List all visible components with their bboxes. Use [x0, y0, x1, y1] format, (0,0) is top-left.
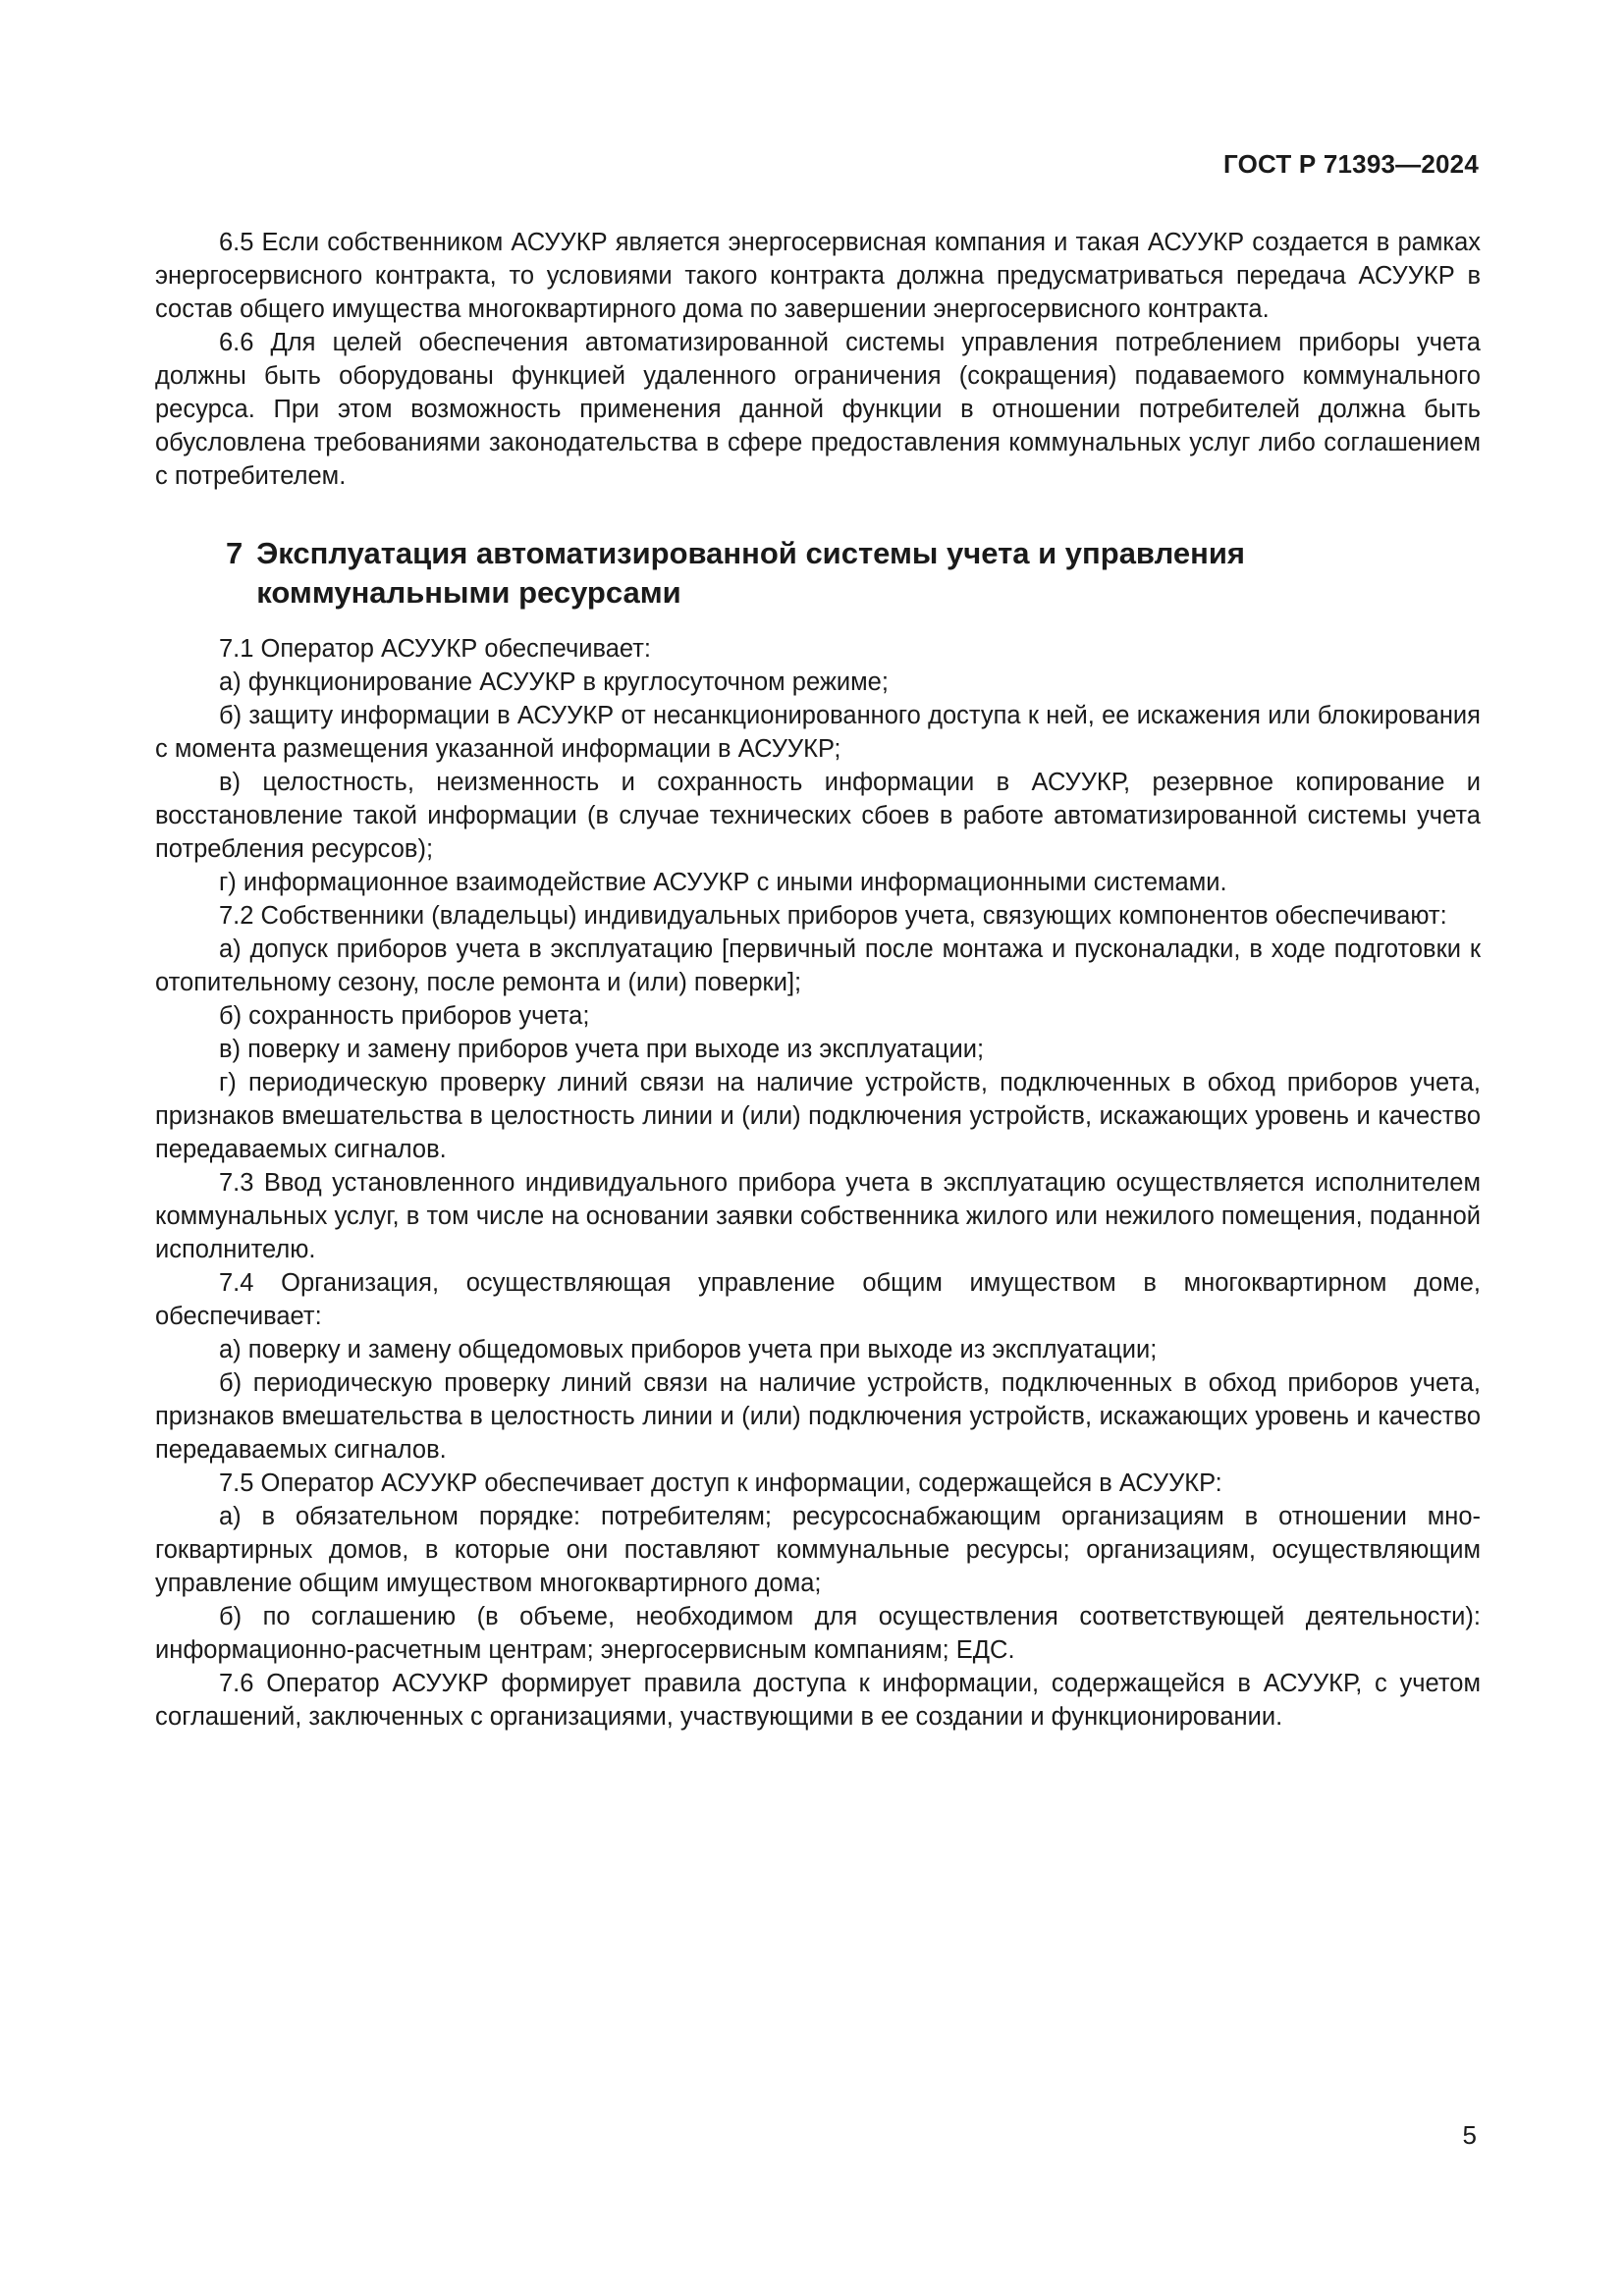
list-item: б) защиту информации в АСУУКР от несанкционированного доступа к ней, ее искажения или блокирования с момента размещения указанной информации в АСУУКР;	[155, 702, 1481, 763]
list-item: б) периодическую проверку линий связи на наличие устройств, подключенных в обход приборов учета, признаков вмешательства в целостность линии и (или) подключения устройств, искажающих уровень и качество передаваемых сигналов.	[155, 1369, 1481, 1464]
list-item: г) информационное взаимодействие АСУУКР с иными информационными системами.	[219, 869, 1227, 896]
paragraph-7-5: 7.5 Оператор АСУУКР обеспечивает доступ к информации, содержащейся в АСУУКР:	[219, 1469, 1222, 1497]
paragraph-6-5: 6.5 Если собственником АСУУКР является энергосервисная компания и такая АСУУКР создается в рамках энергосервисного контракта, то условиями такого контракта должна предусматриваться передача АСУУКР в состав общего имущества многоквартирного дома по завершении энергосервисного контракта.	[155, 229, 1481, 323]
paragraph-7-2: 7.2 Собственники (владельцы) индивидуальных приборов учета, связующих компонентов обеспечивают:	[219, 902, 1447, 930]
list-item: б) сохранность приборов учета;	[219, 1002, 590, 1030]
page-number: 5	[1462, 2120, 1477, 2150]
paragraph-7-3: 7.3 Ввод установленного индивидуального прибора учета в эксплуатацию осуществляется исполнителем коммунальных услуг, в том числе на основании заявки собственника жилого или нежилого помещения, поданной исполнителю.	[155, 1169, 1481, 1263]
document-header-id: ГОСТ Р 71393—2024	[1223, 149, 1479, 179]
list-item: а) функционирование АСУУКР в круглосуточном режиме;	[219, 668, 889, 696]
list-item: в) целостность, неизменность и сохранность информации в АСУУКР, резервное копирование и восстановление такой информации (в случае технических сбоев в работе автоматизированной системы учета потребления ресурсов);	[155, 769, 1481, 863]
list-item: а) допуск приборов учета в эксплуатацию [первичный после монтажа и пусконаладки, в ходе подготовки к отопительному сезону, после ремонта и (или) поверки];	[155, 935, 1481, 996]
spacer	[155, 493, 1481, 534]
paragraph-7-1: 7.1 Оператор АСУУКР обеспечивает:	[219, 635, 652, 663]
list-item: а) поверку и замену общедомовых приборов учета при выходе из эксплуатации;	[219, 1336, 1158, 1363]
paragraph-7-4: 7.4 Организация, осуществляющая управление общим имуществом в многоквартирном доме, обеспечивает:	[155, 1269, 1481, 1330]
section-number: 7	[226, 536, 244, 570]
section-heading	[155, 534, 1481, 613]
paragraph-7-6: 7.6 Оператор АСУУКР формирует правила доступа к информации, содержащейся в АСУУКР, с учетом соглашений, заключенных с организациями, участвующими в ее создании и функционировании.	[155, 1670, 1481, 1731]
document-body	[155, 226, 1481, 1734]
paragraph-6-6: 6.6 Для целей обеспечения автоматизированной системы управления потреблением приборы учета должны быть оборудованы функцией удаленного ограничения (сокращения) подаваемого коммунального ресурса. При этом возможность применения данной функции в отношении потребителей должна быть обусловлена требованиями законодательства в сфере предоставления коммунальных услуг либо соглашением с потребителем.	[155, 329, 1481, 490]
list-item: г) периодическую проверку линий связи на наличие устройств, подключенных в обход приборов учета, признаков вмешательства в целостность линии и (или) подключения устройств, искажающих уровень и качество передаваемых сигналов.	[155, 1069, 1481, 1163]
list-item: б) по соглашению (в объеме, необходимом для осуществления соответствующей деятельности): информационно-расчетным центрам; энергосервисным компаниям; ЕДС.	[155, 1603, 1481, 1664]
section-title: Эксплуатация автоматизированной системы учета и управления коммунальными ресурсами	[256, 536, 1245, 610]
list-item: а) в обязательном порядке: потребителям; ресурсоснабжающим организациям в отношении многоквартирных домов, в которые они поставляют коммунальные ресурсы; организациям, осуществляющим управление общим имуществом многоквартирного дома;	[155, 1503, 1481, 1597]
list-item: в) поверку и замену приборов учета при выходе из эксплуатации;	[219, 1036, 985, 1063]
